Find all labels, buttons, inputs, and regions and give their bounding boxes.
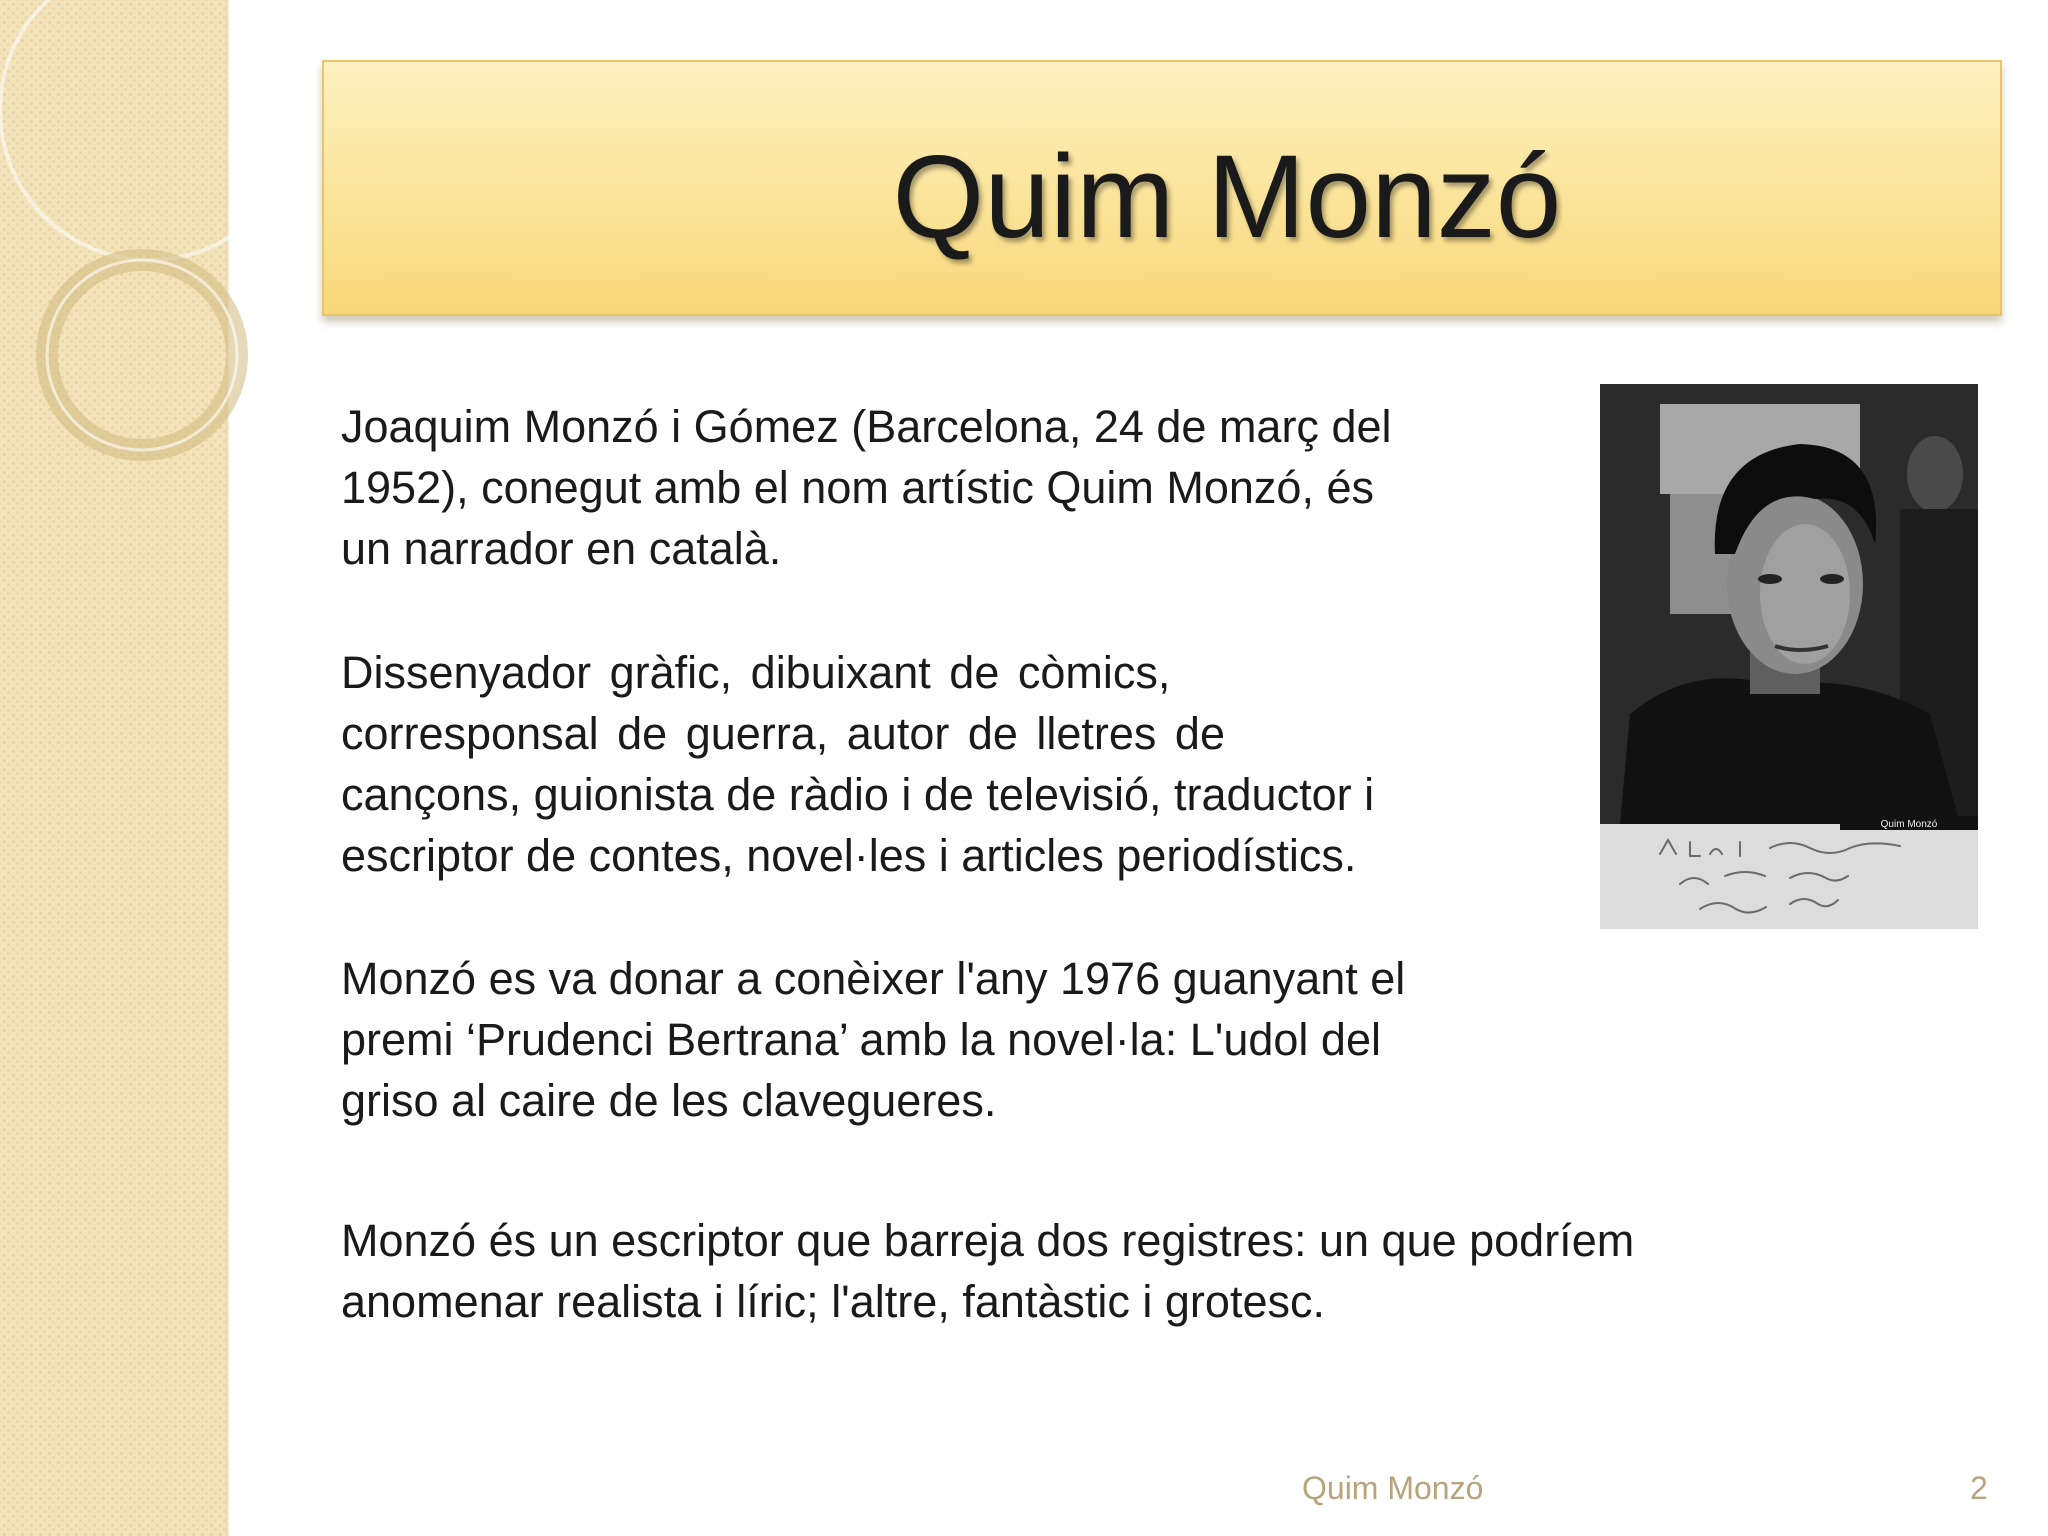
text-line: Monzó es va donar a conèixer l'any 1976 guanyant el [341, 953, 1406, 1004]
text-line: Joaquim Monzó i Gómez (Barcelona, 24 de març del [341, 401, 1392, 452]
footer-page-number: 2 [1970, 1470, 1988, 1506]
text-line: Monzó és un escriptor que barreja dos registres: un que podríem [341, 1215, 1635, 1266]
text-line: anomenar realista i líric; l'altre, fantàstic i grotesc. [341, 1276, 1325, 1327]
slide-title: Quim Monzó [892, 131, 1562, 263]
text-line: 1952), conegut amb el nom artístic Quim Monzó, és [341, 462, 1374, 513]
text-line: cançons, guionista de ràdio i de televisió, traductor i [341, 769, 1375, 820]
photo-caption-label: Quim Monzó [1880, 819, 1938, 830]
title-bar [322, 60, 2002, 316]
author-photo [1600, 384, 1978, 929]
decorative-side-band [0, 0, 226, 1536]
text-line: griso al caire de les clavegueres. [341, 1075, 997, 1126]
side-band-edge [226, 0, 230, 1536]
text-line: escriptor de contes, novel·les i articles periodístics. [341, 830, 1357, 881]
paragraph-style [341, 1210, 2001, 1332]
footer-title: Quim Monzó [1302, 1470, 1484, 1506]
text-line: corresponsal de guerra, autor de lletres de [341, 708, 1225, 759]
paragraph-award [341, 948, 1581, 1131]
paragraph-intro [341, 396, 1581, 579]
text-line: Dissenyador gràfic, dibuixant de còmics, [341, 647, 1171, 698]
paragraph-professions [341, 642, 1375, 886]
text-line: premi ‘Prudenci Bertrana’ amb la novel·la: L'udol del [341, 1014, 1381, 1065]
text-line: un narrador en català. [341, 523, 782, 574]
